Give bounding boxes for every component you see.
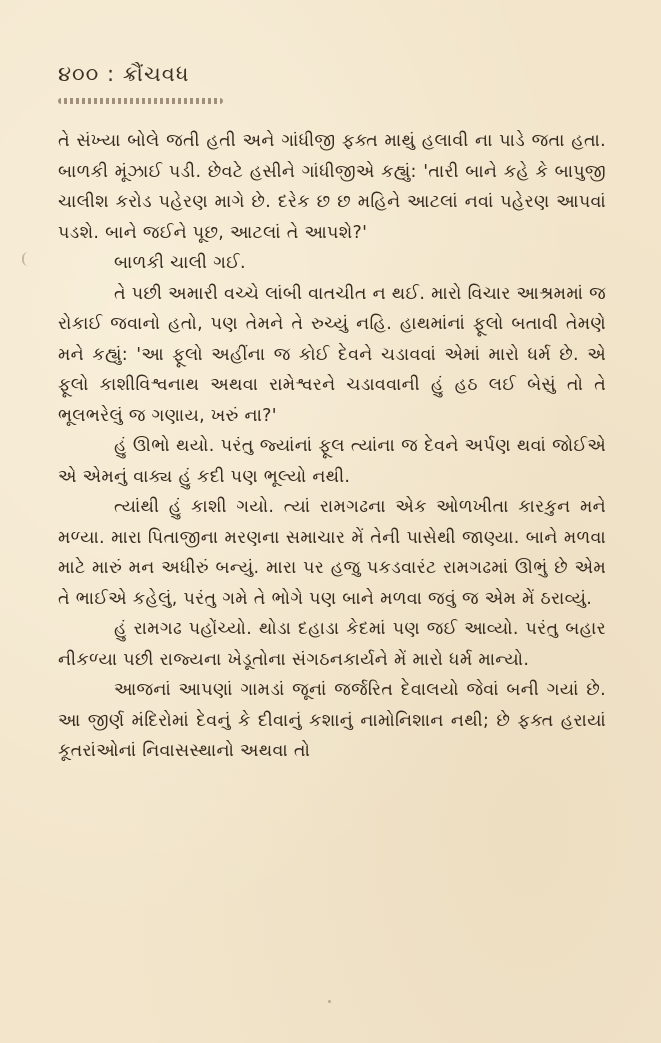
paragraph-1: તે સંખ્યા બોલે જતી હતી અને ગાંધીજી ફક્ત માથું હલાવી ના પાડે જતા હતા. બાળકી મૂંઝાઈ પડી. છેવટે હસીને ગાંધીજીએ કહ્યું: 'તારી બાને કહે કે બાપુજી ચાલીશ કરોડ પહેરણ માગે છે. દરેક છ છ મહિને આટલાં નવાં પહેરણ આપવાં પડશે. બાને જઈને પૂછ, આટલાં તે આપશે?'	[58, 131, 606, 243]
paragraph-6: હું રામગઢ પહોંચ્યો. થોડા દહાડા કેદમાં પણ જઈ આવ્યો. પરંતુ બહાર નીકળ્યા પછી રાજ્યના ખેડૂતોના સંગઠનકાર્યને મેં મારો ધર્મ માન્યો.	[58, 619, 606, 670]
paragraph-7: આજનાં આપણાં ગામડાં જૂનાં જર્જરિત દેવાલયો જેવાં બની ગયાં છે. આ જીર્ણ મંદિરોમાં દેવનું કે દીવાનું કશાનું નામોનિશાન નથી; છે ફક્ત હરાયાં કૂતરાંઓનાં નિવાસસ્થાનો અથવા તો	[58, 680, 606, 761]
page-body	[58, 126, 606, 767]
page-speck	[328, 1000, 331, 1003]
page-header: ૪૦૦ : ક્રૌંચવધ	[58, 62, 190, 86]
paragraph-4: હું ઊભો થયો. પરંતુ જ્યાંનાં ફૂલ ત્યાંના જ દેવને અર્પણ થવાં જોઈએ એ એમનું વાક્ય હું કદી પણ ભૂલ્યો નથી.	[58, 436, 606, 487]
paragraph-2: બાળકી ચાલી ગઈ.	[114, 253, 246, 273]
paragraph-5: ત્યાંથી હું કાશી ગયો. ત્યાં રામગઢના એક ઓળખીતા કારકુન મને મળ્યા. મારા પિતાજીના મરણના સમાચાર મેં તેની પાસેથી જાણ્યા. બાને મળવા માટે મારું મન અધીરું બન્યું. મારા પર હજુ પકડવારંટ રામગઢમાં ઊભું છે એમ તે ભાઈએ કહેલું, પરંતુ ગમે તે ભોગે પણ બાને મળવા જવું જ એમ મેં ઠરાવ્યું.	[58, 497, 606, 609]
header-ornament-rule	[58, 98, 223, 104]
margin-mark	[22, 252, 34, 266]
paragraph-3: તે પછી અમારી વચ્ચે લાંબી વાતચીત ન થઈ. મારો વિચાર આશ્રમમાં જ રોકાઈ જવાનો હતો, પણ તેમને તે રુચ્યું નહિ. હાથમાંનાં ફૂલો બતાવી તેમણે મને કહ્યું: 'આ ફૂલો અહીંના જ કોઈ દેવને ચડાવવાં એમાં મારો ધર્મ છે. એ ફૂલો કાશીવિશ્વનાથ અથવા રામેશ્વરને ચડાવવાની હું હઠ લઈ બેસું તો તે ભૂલભરેલું જ ગણાય, ખરું ના?'	[58, 283, 606, 426]
